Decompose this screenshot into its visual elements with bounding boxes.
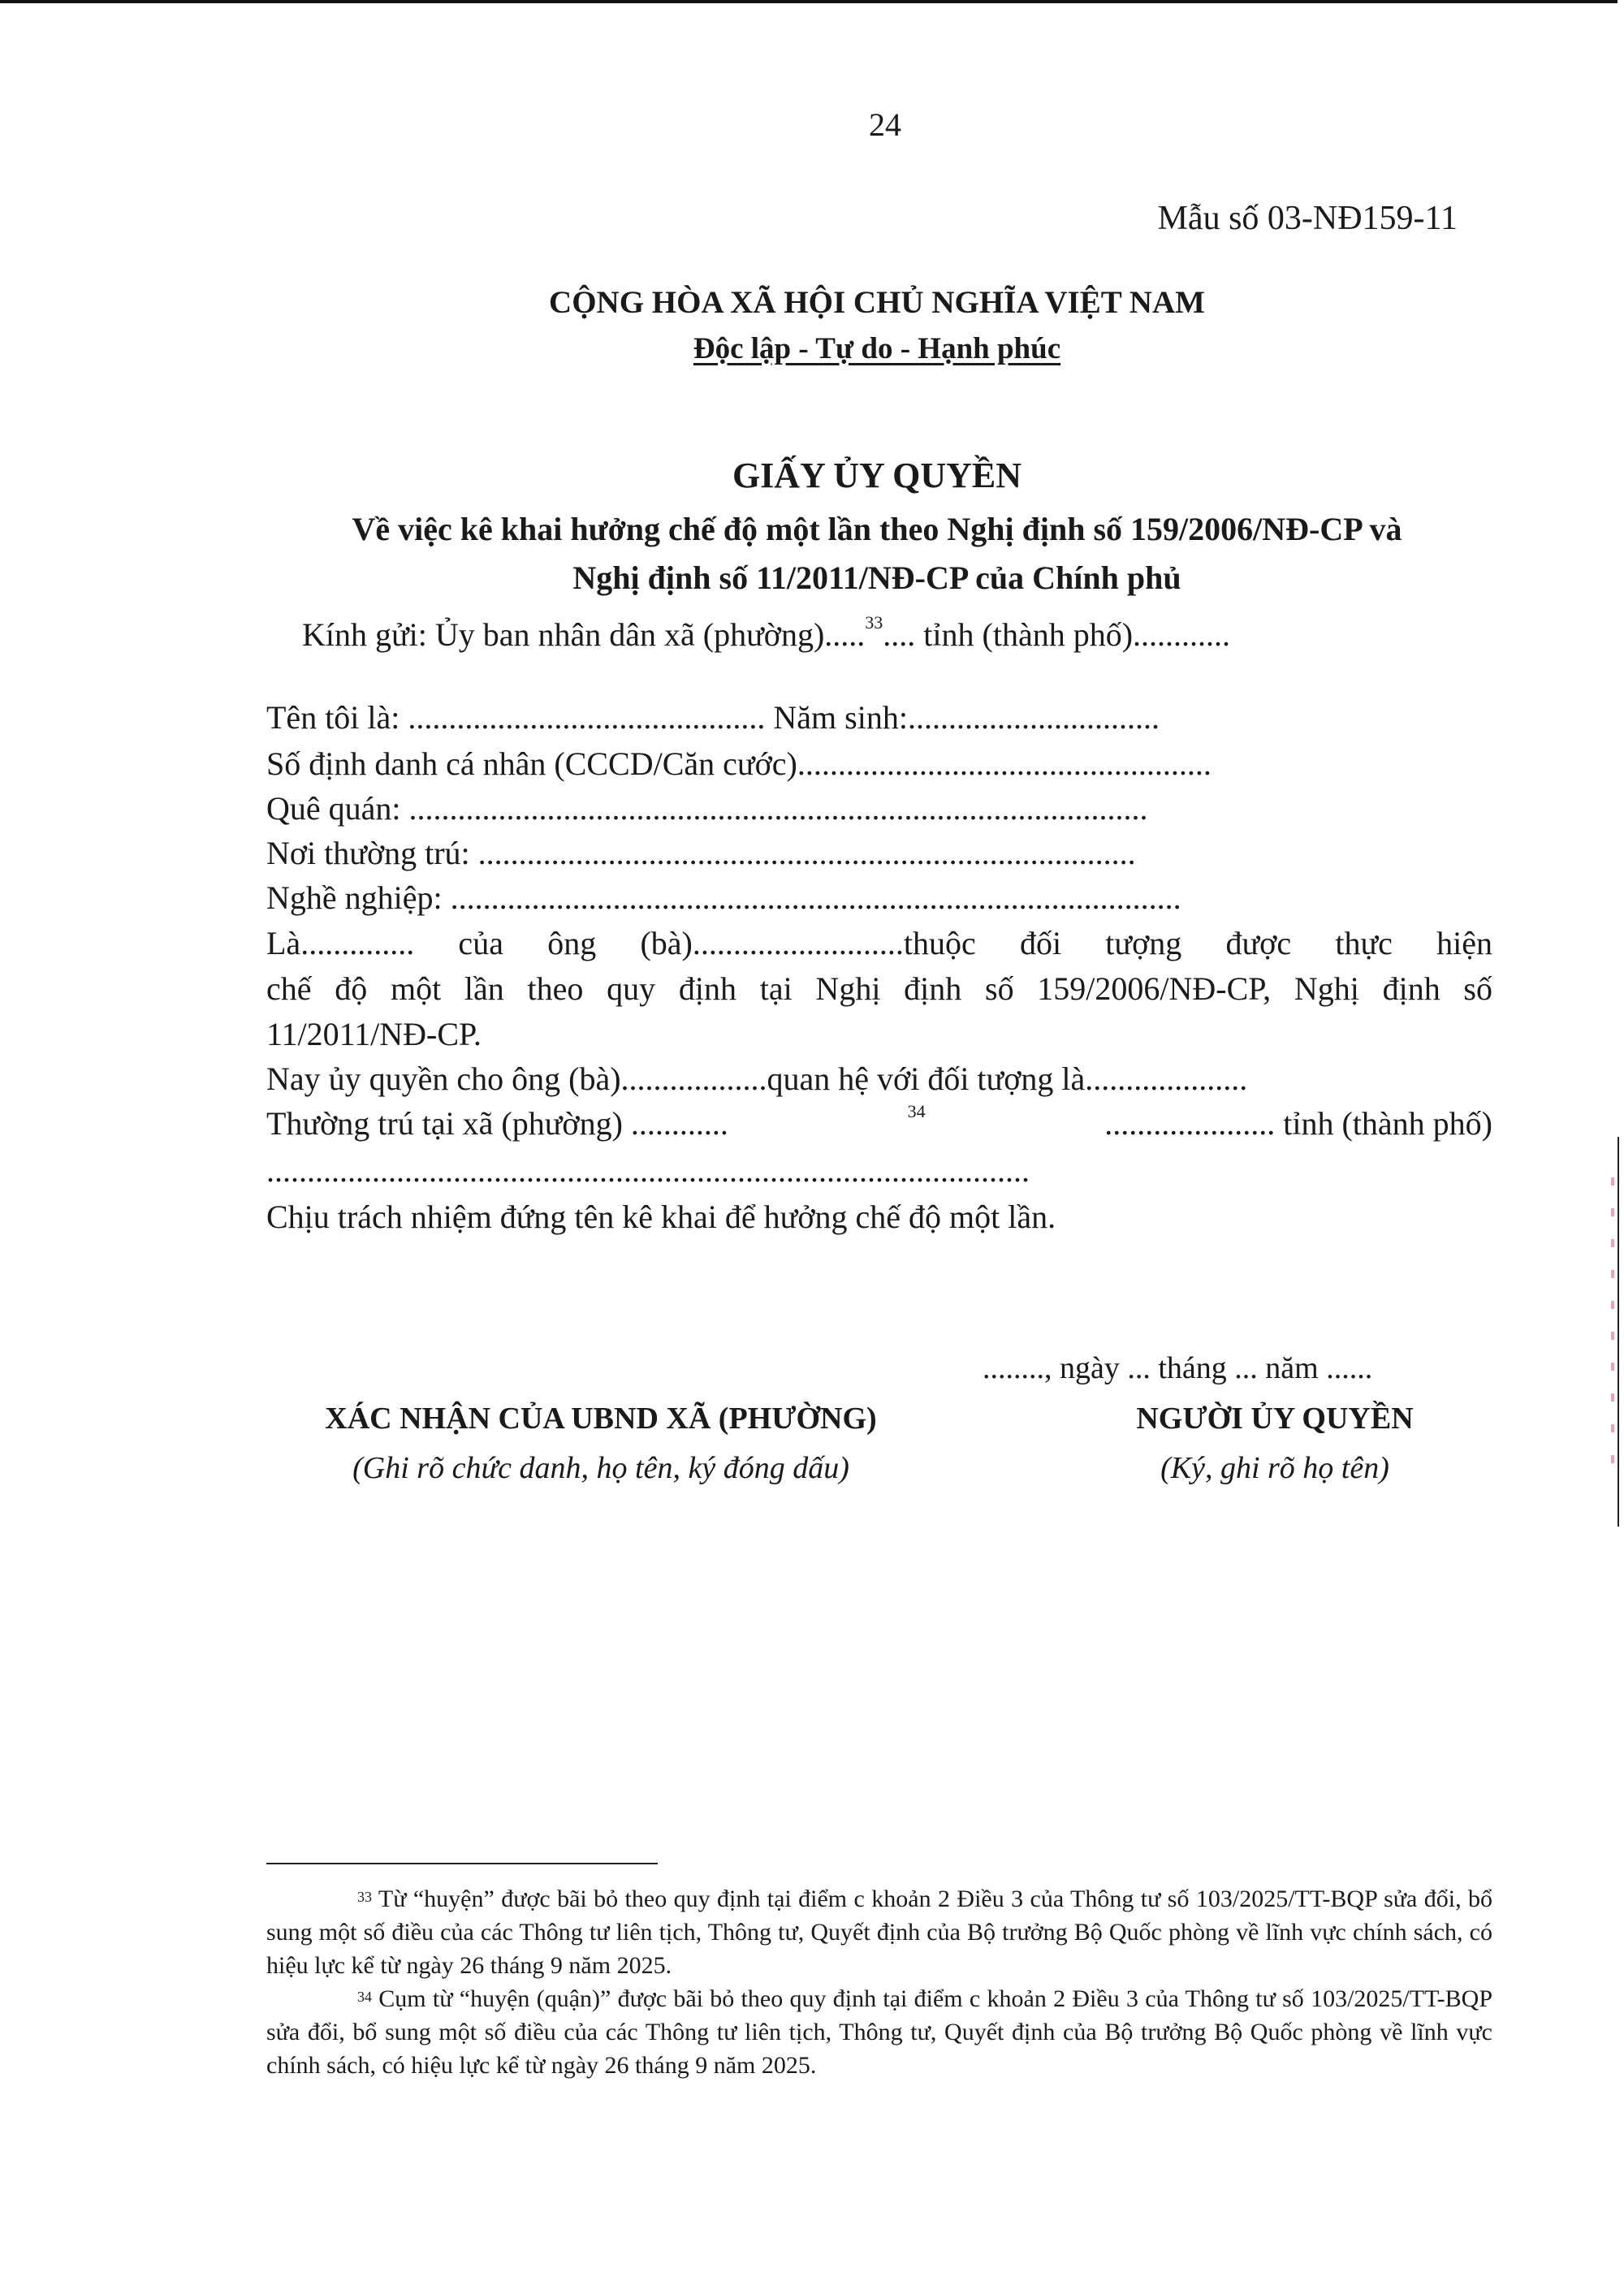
relation-line-1[interactable]: Là.............. của ông (bà)..........................thuộc đối tượng được thực hiện	[266, 925, 1492, 961]
field-id-number[interactable]: Số định danh cá nhân (CCCD/Căn cước)...................................................	[266, 745, 1212, 782]
authorize-line-3[interactable]: ..............................................................................................	[266, 1152, 1030, 1189]
scan-top-border	[0, 0, 1618, 3]
footnote-33-text: Từ “huyện” được bãi bỏ theo quy định tại điểm c khoản 2 Điều 3 của Thông tư số 103/2025/TT-BQP sửa đổi, bổ sung một số điều của các Thông tư liên tịch, Thông tư, Quyết định của Bộ trưởng Bộ Quốc phòng về lĩnh vực chính sách, có hiệu lực kể từ ngày 26 tháng 9 năm 2025.	[266, 1885, 1492, 1979]
footnote-separator	[266, 1863, 658, 1864]
document-title: GIẤY ỦY QUYỀN	[732, 456, 1022, 495]
national-motto: Độc lập - Tự do - Hạnh phúc	[693, 332, 1061, 365]
document-subtitle-line-2: Nghị định số 11/2011/NĐ-CP của Chính phủ	[572, 559, 1181, 596]
form-code: Mẫu số 03-NĐ159-11	[1157, 200, 1458, 237]
addressee-line	[302, 612, 1231, 654]
field-occupation[interactable]: Nghề nghiệp: ..........................................................................................	[266, 879, 1181, 916]
addressee-after: .... tỉnh (thành phố)............	[883, 616, 1231, 653]
relation-line-2: chế độ một lần theo quy định tại Nghị định số 159/2006/NĐ-CP, Nghị định số	[266, 970, 1492, 1007]
footnote-ref-34[interactable]: 34	[907, 1101, 926, 1121]
page-number: 24	[869, 106, 901, 143]
commune-confirmation-note: (Ghi rõ chức danh, họ tên, ký đóng dấu)	[352, 1451, 849, 1485]
scan-right-border	[1618, 1137, 1619, 1527]
document-subtitle-line-1: Về việc kê khai hưởng chế độ một lần theo Nghị định số 159/2006/NĐ-CP và	[352, 511, 1402, 547]
footnote-ref-33[interactable]: 33	[865, 612, 883, 633]
scan-edge-marks	[1611, 1177, 1614, 1470]
footnote-33	[266, 1882, 1492, 1982]
footnote-34	[266, 1982, 1492, 2082]
footnote-33-number: 33	[357, 1889, 372, 1905]
authorize-line-1[interactable]: Nay ủy quyền cho ông (bà)..................quan hệ với đối tượng là....................	[266, 1060, 1248, 1097]
authorizer-note: (Ký, ghi rõ họ tên)	[1160, 1451, 1389, 1485]
authorize-residence-after: ..................... tỉnh (thành phố)	[1104, 1105, 1492, 1142]
commune-confirmation-heading: XÁC NHẬN CỦA UBND XÃ (PHƯỜNG)	[325, 1402, 877, 1436]
relation-line-3: 11/2011/NĐ-CP.	[266, 1016, 482, 1052]
authorize-line-2[interactable]	[266, 1101, 1492, 1142]
authorize-residence-before: Thường trú tại xã (phường) ............	[266, 1105, 728, 1142]
footnote-34-number: 34	[357, 1989, 372, 2005]
addressee-before: Kính gửi: Ủy ban nhân dân xã (phường).....	[302, 616, 866, 653]
footnote-34-text: Cụm từ “huyện (quận)” được bãi bỏ theo quy định tại điểm c khoản 2 Điều 3 của Thông tư số 103/2025/TT-BQP sửa đổi, bổ sung một số điều của các Thông tư liên tịch, Thông tư, Quyết định của Bộ trưởng Bộ Quốc phòng về lĩnh vực chính sách, có hiệu lực kể từ ngày 26 tháng 9 năm 2025.	[266, 1985, 1493, 2079]
date-line[interactable]: ........, ngày ... tháng ... năm ......	[983, 1351, 1373, 1385]
national-heading: CỘNG HÒA XÃ HỘI CHỦ NGHĨA VIỆT NAM	[549, 285, 1205, 320]
field-hometown[interactable]: Quê quán: ...........................................................................................	[266, 790, 1148, 827]
authorizer-heading: NGƯỜI ỦY QUYỀN	[1136, 1402, 1414, 1436]
field-residence[interactable]: Nơi thường trú: .................................................................................	[266, 835, 1136, 871]
field-name[interactable]: Tên tôi là: ............................................ Năm sinh:...............................	[266, 699, 1160, 736]
responsibility-line: Chịu trách nhiệm đứng tên kê khai để hưởng chế độ một lần.	[266, 1199, 1056, 1235]
